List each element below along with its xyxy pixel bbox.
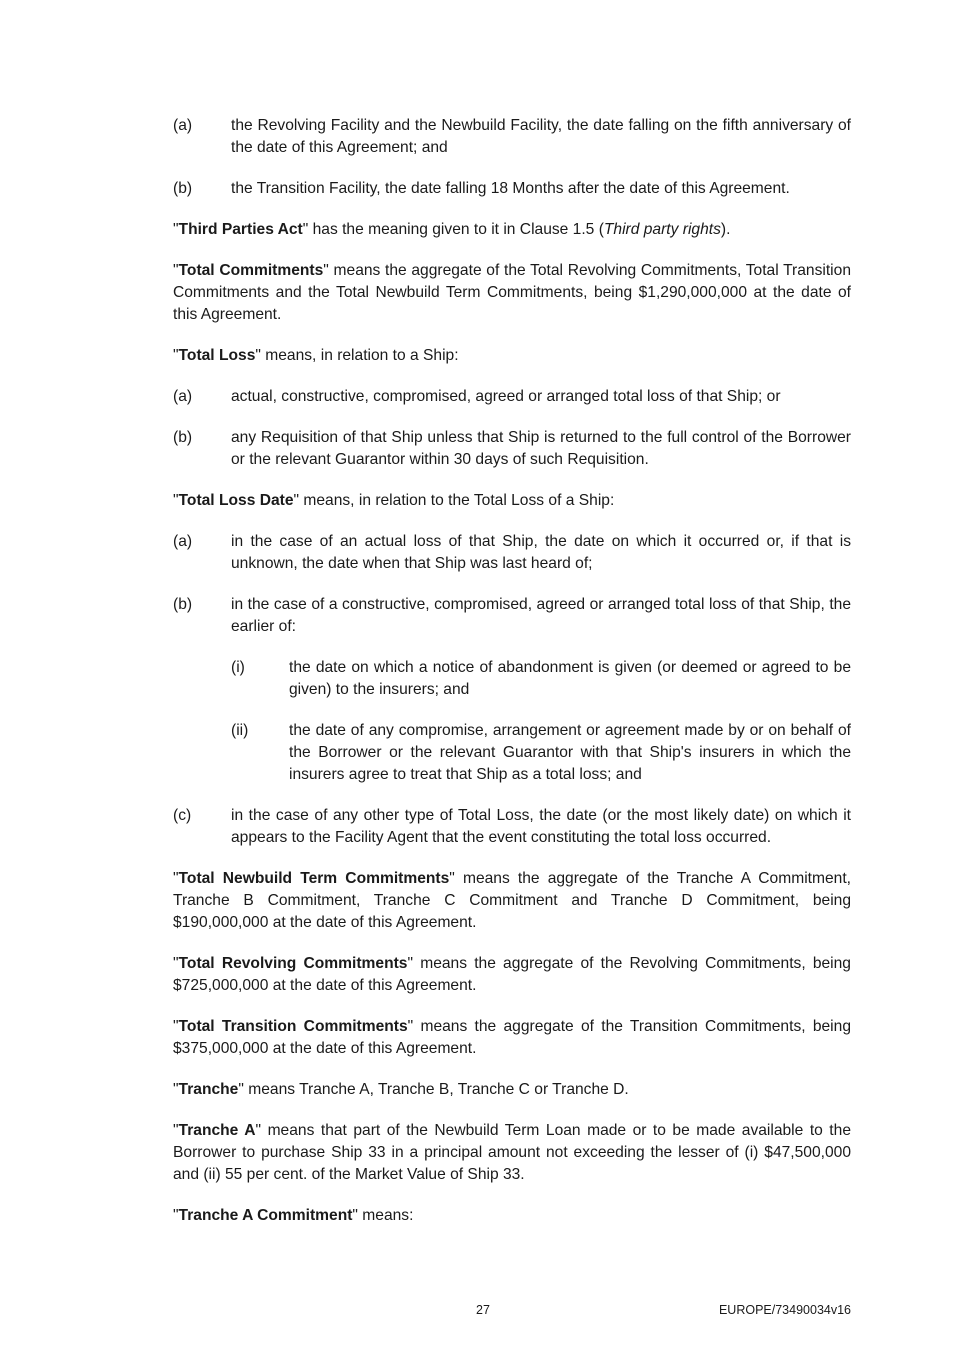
definition-third-parties-act: "Third Parties Act" has the meaning given to it in Clause 1.5 (Third party rights). bbox=[173, 221, 731, 238]
definition-text: means, in relation to the Total Loss of a Ship: bbox=[299, 492, 615, 509]
item-label: (b) bbox=[173, 180, 193, 197]
item-label: (ii) bbox=[231, 722, 249, 739]
definition-text: means: bbox=[357, 1207, 414, 1224]
list-item bbox=[173, 115, 851, 159]
definition-text: means that part of the Newbuild Term Loan made or to be made available to the Borrower to purchase Ship 33 in a principal amount not exceeding the lesser of (i) $47,500,000 and (ii) 55 per cent. of the Market Value of Ship 33. bbox=[173, 1122, 851, 1183]
list-item bbox=[173, 805, 851, 849]
item-label: (b) bbox=[173, 429, 193, 446]
defined-term: Total Loss bbox=[178, 347, 256, 364]
sub-list-item bbox=[231, 657, 851, 701]
definition-total-revolving-commitments: "Total Revolving Commitments" means the aggregate of the Revolving Commitments, being $725,000,000 at the date of this Agreement. bbox=[173, 955, 851, 994]
item-text: in the case of an actual loss of that Ship, the date on which it occurred or, if that is unknown, the date when that Ship was last heard of; bbox=[231, 533, 851, 572]
definition-text: has the meaning given to it in Clause 1.5 ( bbox=[308, 221, 604, 238]
definition-total-loss-date: "Total Loss Date" means, in relation to the Total Loss of a Ship: bbox=[173, 492, 615, 509]
page-number: 27 bbox=[476, 1303, 490, 1317]
defined-term: Tranche bbox=[178, 1081, 239, 1098]
defined-term: Total Loss Date bbox=[178, 492, 294, 509]
definition-total-commitments: "Total Commitments" means the aggregate of the Total Revolving Commitments, Total Transition Commitments and the Total Newbuild Term Commitments, being $1,290,000,000 at the date of this Agreement. bbox=[173, 262, 851, 323]
definition-tranche-a-commitment: "Tranche A Commitment" means: bbox=[173, 1207, 414, 1224]
item-label: (a) bbox=[173, 117, 193, 134]
definition-text: means, in relation to a Ship: bbox=[260, 347, 459, 364]
item-text: the Transition Facility, the date falling 18 Months after the date of this Agreement. bbox=[231, 180, 790, 197]
defined-term: Total Commitments bbox=[178, 262, 324, 279]
item-label: (i) bbox=[231, 659, 245, 676]
list-item bbox=[173, 427, 851, 471]
definition-total-loss: "Total Loss" means, in relation to a Ship: bbox=[173, 347, 459, 364]
defined-term: Total Transition Commitments bbox=[178, 1018, 408, 1035]
defined-term: Total Revolving Commitments bbox=[178, 955, 408, 972]
defined-term: Tranche A Commitment bbox=[178, 1207, 353, 1224]
definition-tranche: "Tranche" means Tranche A, Tranche B, Tranche C or Tranche D. bbox=[173, 1081, 629, 1098]
list-item bbox=[173, 386, 851, 408]
document-body bbox=[173, 115, 851, 1246]
defined-term: Total Newbuild Term Commitments bbox=[178, 870, 450, 887]
definition-text: means the aggregate of the Total Revolving Commitments, Total Transition Commitments and the Total Newbuild Term Commitments, being $1,290,000,000 at the date of this Agreement. bbox=[173, 262, 851, 323]
definition-text: means the aggregate of the Tranche A Commitment, Tranche B Commitment, Tranche C Commitment and Tranche D Commitment, being $190,000,000 at the date of this Agreement. bbox=[173, 870, 851, 931]
item-text: in the case of any other type of Total Loss, the date (or the most likely date) on which it appears to the Facility Agent that the event constituting the total loss occurred. bbox=[231, 807, 851, 846]
item-label: (b) bbox=[173, 596, 193, 613]
item-text: the date of any compromise, arrangement or agreement made by or on behalf of the Borrower or the relevant Guarantor with that Ship's insurers in which the insurers agree to treat that Ship as a total loss; and bbox=[289, 722, 851, 783]
document-reference: EUROPE/73490034v16 bbox=[718, 1303, 851, 1317]
item-label: (c) bbox=[173, 807, 192, 824]
item-text: in the case of a constructive, compromised, agreed or arranged total loss of that Ship, the earlier of: bbox=[231, 596, 851, 635]
list-item bbox=[173, 531, 851, 575]
item-label: (a) bbox=[173, 388, 193, 405]
definition-total-newbuild-term-commitments: "Total Newbuild Term Commitments" means the aggregate of the Tranche A Commitment, Tranche B Commitment, Tranche C Commitment and Tranche D Commitment, being $190,000,000 at the date of this Agreement. bbox=[173, 870, 851, 931]
item-text: actual, constructive, compromised, agreed or arranged total loss of that Ship; or bbox=[231, 388, 781, 405]
item-text: any Requisition of that Ship unless that Ship is returned to the full control of the Borrower or the relevant Guarantor within 30 days of such Requisition. bbox=[231, 429, 851, 468]
defined-term: Third Parties Act bbox=[178, 221, 303, 238]
clause-title: Third party rights bbox=[603, 221, 721, 238]
definition-text: means Tranche A, Tranche B, Tranche C or Tranche D. bbox=[243, 1081, 629, 1098]
item-text: the Revolving Facility and the Newbuild Facility, the date falling on the fifth anniversary of the date of this Agreement; and bbox=[231, 117, 851, 156]
defined-term: Tranche A bbox=[178, 1122, 256, 1139]
list-item bbox=[173, 178, 851, 200]
list-item bbox=[173, 594, 851, 638]
definition-tranche-a: "Tranche A" means that part of the Newbuild Term Loan made or to be made available to the Borrower to purchase Ship 33 in a principal amount not exceeding the lesser of (i) $47,500,000 and (ii) 55 per cent. of the Market Value of Ship 33. bbox=[173, 1122, 851, 1183]
item-text: the date on which a notice of abandonment is given (or deemed or agreed to be given) to the insurers; and bbox=[289, 659, 851, 698]
definition-total-transition-commitments: "Total Transition Commitments" means the aggregate of the Transition Commitments, being $375,000,000 at the date of this Agreement. bbox=[173, 1018, 851, 1057]
item-label: (a) bbox=[173, 533, 193, 550]
definition-text: means the aggregate of the Revolving Commitments, being $725,000,000 at the date of this Agreement. bbox=[173, 955, 851, 994]
definition-text: ). bbox=[720, 221, 731, 238]
sub-list-item bbox=[231, 720, 851, 786]
definition-text: means the aggregate of the Transition Commitments, being $375,000,000 at the date of this Agreement. bbox=[173, 1018, 851, 1057]
